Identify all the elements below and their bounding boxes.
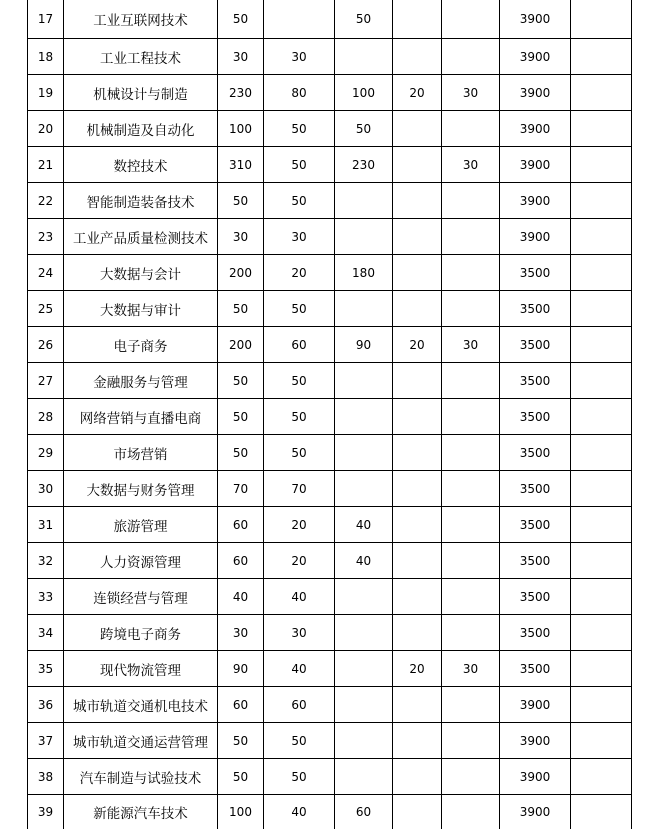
plan-col-5-cell [442, 435, 500, 471]
plan-col-5-cell [442, 255, 500, 291]
row-number-cell: 35 [28, 651, 64, 687]
major-name-cell: 现代物流管理 [64, 651, 218, 687]
plan-total-cell: 60 [218, 507, 264, 543]
table-row [28, 39, 632, 75]
tuition-fee-cell: 3900 [500, 687, 571, 723]
plan-col-3-cell [335, 219, 393, 255]
plan-col-2-cell: 50 [264, 111, 335, 147]
major-name-cell: 工业产品质量检测技术 [64, 219, 218, 255]
plan-total-cell: 70 [218, 471, 264, 507]
plan-total-cell: 50 [218, 399, 264, 435]
plan-col-4-cell [393, 255, 442, 291]
row-number-cell: 29 [28, 435, 64, 471]
plan-col-2-cell: 30 [264, 39, 335, 75]
plan-col-2-cell: 50 [264, 183, 335, 219]
plan-col-5-cell [442, 183, 500, 219]
plan-col-4-cell [393, 759, 442, 795]
major-name-cell: 城市轨道交通机电技术 [64, 687, 218, 723]
row-number-cell: 30 [28, 471, 64, 507]
remark-cell [571, 39, 632, 75]
plan-col-4-cell [393, 435, 442, 471]
plan-col-3-cell [335, 759, 393, 795]
enrollment-plan-table [27, 0, 632, 829]
remark-cell [571, 579, 632, 615]
plan-col-3-cell: 50 [335, 0, 393, 39]
plan-col-5-cell [442, 291, 500, 327]
remark-cell [571, 183, 632, 219]
plan-col-5-cell [442, 723, 500, 759]
table-row [28, 219, 632, 255]
plan-col-5-cell [442, 615, 500, 651]
plan-col-2-cell: 60 [264, 687, 335, 723]
plan-total-cell: 100 [218, 111, 264, 147]
enrollment-plan-table-container [27, 0, 632, 829]
row-number-cell: 26 [28, 327, 64, 363]
tuition-fee-cell: 3500 [500, 291, 571, 327]
plan-col-2-cell: 50 [264, 291, 335, 327]
table-row [28, 507, 632, 543]
major-name-cell: 跨境电子商务 [64, 615, 218, 651]
tuition-fee-cell: 3900 [500, 39, 571, 75]
plan-total-cell: 50 [218, 759, 264, 795]
plan-col-4-cell [393, 471, 442, 507]
plan-col-3-cell: 230 [335, 147, 393, 183]
remark-cell [571, 147, 632, 183]
row-number-cell: 34 [28, 615, 64, 651]
row-number-cell: 38 [28, 759, 64, 795]
row-number-cell: 23 [28, 219, 64, 255]
plan-col-2-cell: 30 [264, 219, 335, 255]
plan-col-3-cell: 40 [335, 543, 393, 579]
table-row [28, 0, 632, 39]
table-row [28, 75, 632, 111]
remark-cell [571, 471, 632, 507]
tuition-fee-cell: 3900 [500, 723, 571, 759]
major-name-cell: 大数据与审计 [64, 291, 218, 327]
table-row [28, 435, 632, 471]
tuition-fee-cell: 3500 [500, 507, 571, 543]
plan-col-5-cell: 30 [442, 651, 500, 687]
table-row [28, 147, 632, 183]
row-number-cell: 37 [28, 723, 64, 759]
plan-col-2-cell: 50 [264, 399, 335, 435]
plan-col-2-cell: 30 [264, 615, 335, 651]
table-row [28, 651, 632, 687]
plan-col-5-cell: 30 [442, 147, 500, 183]
major-name-cell: 金融服务与管理 [64, 363, 218, 399]
table-row [28, 759, 632, 795]
plan-col-5-cell [442, 759, 500, 795]
major-name-cell: 数控技术 [64, 147, 218, 183]
plan-col-4-cell: 20 [393, 651, 442, 687]
plan-col-3-cell: 40 [335, 507, 393, 543]
plan-col-4-cell: 20 [393, 75, 442, 111]
major-name-cell: 工业工程技术 [64, 39, 218, 75]
major-name-cell: 智能制造装备技术 [64, 183, 218, 219]
plan-col-2-cell: 50 [264, 759, 335, 795]
plan-total-cell: 230 [218, 75, 264, 111]
plan-col-2-cell: 50 [264, 147, 335, 183]
plan-col-3-cell: 50 [335, 111, 393, 147]
plan-col-5-cell [442, 471, 500, 507]
plan-col-4-cell [393, 543, 442, 579]
remark-cell [571, 795, 632, 829]
row-number-cell: 17 [28, 0, 64, 39]
row-number-cell: 25 [28, 291, 64, 327]
remark-cell [571, 687, 632, 723]
table-row [28, 687, 632, 723]
row-number-cell: 19 [28, 75, 64, 111]
plan-col-4-cell [393, 0, 442, 39]
major-name-cell: 网络营销与直播电商 [64, 399, 218, 435]
plan-total-cell: 310 [218, 147, 264, 183]
remark-cell [571, 723, 632, 759]
remark-cell [571, 399, 632, 435]
tuition-fee-cell: 3500 [500, 579, 571, 615]
plan-col-3-cell [335, 399, 393, 435]
remark-cell [571, 0, 632, 39]
plan-total-cell: 30 [218, 39, 264, 75]
plan-col-2-cell: 70 [264, 471, 335, 507]
plan-col-4-cell [393, 147, 442, 183]
plan-col-4-cell [393, 111, 442, 147]
plan-col-5-cell [442, 687, 500, 723]
row-number-cell: 22 [28, 183, 64, 219]
remark-cell [571, 363, 632, 399]
tuition-fee-cell: 3900 [500, 759, 571, 795]
table-body [28, 0, 632, 829]
row-number-cell: 28 [28, 399, 64, 435]
table-row [28, 363, 632, 399]
plan-col-2-cell: 50 [264, 723, 335, 759]
table-row [28, 327, 632, 363]
table-row [28, 291, 632, 327]
plan-col-5-cell [442, 363, 500, 399]
remark-cell [571, 75, 632, 111]
plan-total-cell: 50 [218, 183, 264, 219]
plan-col-4-cell [393, 399, 442, 435]
remark-cell [571, 111, 632, 147]
plan-col-2-cell: 80 [264, 75, 335, 111]
row-number-cell: 31 [28, 507, 64, 543]
tuition-fee-cell: 3900 [500, 75, 571, 111]
plan-col-4-cell [393, 579, 442, 615]
remark-cell [571, 327, 632, 363]
plan-total-cell: 60 [218, 687, 264, 723]
plan-col-4-cell [393, 219, 442, 255]
table-row [28, 543, 632, 579]
remark-cell [571, 255, 632, 291]
tuition-fee-cell: 3500 [500, 255, 571, 291]
major-name-cell: 大数据与会计 [64, 255, 218, 291]
plan-total-cell: 90 [218, 651, 264, 687]
plan-col-5-cell: 30 [442, 75, 500, 111]
plan-col-4-cell: 20 [393, 327, 442, 363]
plan-col-4-cell [393, 723, 442, 759]
plan-col-3-cell: 180 [335, 255, 393, 291]
row-number-cell: 36 [28, 687, 64, 723]
plan-col-2-cell: 20 [264, 507, 335, 543]
remark-cell [571, 543, 632, 579]
plan-col-5-cell [442, 111, 500, 147]
plan-col-3-cell [335, 471, 393, 507]
tuition-fee-cell: 3900 [500, 0, 571, 39]
plan-col-4-cell [393, 39, 442, 75]
plan-col-2-cell: 20 [264, 543, 335, 579]
plan-col-3-cell: 100 [335, 75, 393, 111]
tuition-fee-cell: 3500 [500, 327, 571, 363]
tuition-fee-cell: 3900 [500, 219, 571, 255]
plan-total-cell: 40 [218, 579, 264, 615]
plan-col-2-cell [264, 0, 335, 39]
tuition-fee-cell: 3900 [500, 795, 571, 829]
plan-total-cell: 50 [218, 363, 264, 399]
plan-col-4-cell [393, 507, 442, 543]
tuition-fee-cell: 3500 [500, 543, 571, 579]
plan-col-2-cell: 60 [264, 327, 335, 363]
plan-col-3-cell [335, 435, 393, 471]
row-number-cell: 27 [28, 363, 64, 399]
plan-col-4-cell [393, 183, 442, 219]
plan-col-3-cell [335, 183, 393, 219]
major-name-cell: 工业互联网技术 [64, 0, 218, 39]
plan-total-cell: 50 [218, 0, 264, 39]
table-row [28, 615, 632, 651]
remark-cell [571, 219, 632, 255]
table-row [28, 723, 632, 759]
tuition-fee-cell: 3500 [500, 651, 571, 687]
plan-total-cell: 30 [218, 219, 264, 255]
major-name-cell: 旅游管理 [64, 507, 218, 543]
major-name-cell: 汽车制造与试验技术 [64, 759, 218, 795]
table-row [28, 795, 632, 829]
plan-total-cell: 200 [218, 255, 264, 291]
row-number-cell: 21 [28, 147, 64, 183]
plan-total-cell: 100 [218, 795, 264, 829]
plan-col-5-cell [442, 795, 500, 829]
major-name-cell: 机械制造及自动化 [64, 111, 218, 147]
row-number-cell: 39 [28, 795, 64, 829]
plan-total-cell: 60 [218, 543, 264, 579]
tuition-fee-cell: 3900 [500, 183, 571, 219]
remark-cell [571, 759, 632, 795]
plan-col-5-cell [442, 0, 500, 39]
major-name-cell: 电子商务 [64, 327, 218, 363]
plan-col-3-cell [335, 291, 393, 327]
plan-total-cell: 30 [218, 615, 264, 651]
plan-col-3-cell [335, 723, 393, 759]
plan-col-2-cell: 40 [264, 579, 335, 615]
tuition-fee-cell: 3500 [500, 471, 571, 507]
major-name-cell: 人力资源管理 [64, 543, 218, 579]
plan-col-5-cell [442, 507, 500, 543]
table-row [28, 399, 632, 435]
plan-col-4-cell [393, 687, 442, 723]
plan-total-cell: 200 [218, 327, 264, 363]
plan-col-2-cell: 40 [264, 651, 335, 687]
major-name-cell: 机械设计与制造 [64, 75, 218, 111]
plan-col-3-cell [335, 579, 393, 615]
plan-total-cell: 50 [218, 291, 264, 327]
plan-col-3-cell [335, 651, 393, 687]
major-name-cell: 新能源汽车技术 [64, 795, 218, 829]
table-row [28, 183, 632, 219]
plan-col-4-cell [393, 363, 442, 399]
plan-col-2-cell: 20 [264, 255, 335, 291]
plan-col-5-cell [442, 579, 500, 615]
table-row [28, 255, 632, 291]
plan-col-3-cell: 60 [335, 795, 393, 829]
plan-col-5-cell: 30 [442, 327, 500, 363]
plan-col-5-cell [442, 543, 500, 579]
table-row [28, 579, 632, 615]
tuition-fee-cell: 3500 [500, 399, 571, 435]
plan-col-3-cell [335, 615, 393, 651]
table-row [28, 471, 632, 507]
plan-col-2-cell: 50 [264, 435, 335, 471]
tuition-fee-cell: 3500 [500, 435, 571, 471]
plan-col-5-cell [442, 219, 500, 255]
plan-total-cell: 50 [218, 723, 264, 759]
major-name-cell: 大数据与财务管理 [64, 471, 218, 507]
plan-col-3-cell: 90 [335, 327, 393, 363]
major-name-cell: 城市轨道交通运营管理 [64, 723, 218, 759]
remark-cell [571, 435, 632, 471]
plan-col-4-cell [393, 615, 442, 651]
plan-col-4-cell [393, 291, 442, 327]
plan-total-cell: 50 [218, 435, 264, 471]
major-name-cell: 市场营销 [64, 435, 218, 471]
plan-col-5-cell [442, 39, 500, 75]
plan-col-2-cell: 50 [264, 363, 335, 399]
tuition-fee-cell: 3500 [500, 615, 571, 651]
table-row [28, 111, 632, 147]
remark-cell [571, 507, 632, 543]
remark-cell [571, 291, 632, 327]
plan-col-3-cell [335, 363, 393, 399]
row-number-cell: 20 [28, 111, 64, 147]
tuition-fee-cell: 3900 [500, 111, 571, 147]
plan-col-4-cell [393, 795, 442, 829]
plan-col-3-cell [335, 39, 393, 75]
row-number-cell: 32 [28, 543, 64, 579]
major-name-cell: 连锁经营与管理 [64, 579, 218, 615]
plan-col-3-cell [335, 687, 393, 723]
row-number-cell: 24 [28, 255, 64, 291]
remark-cell [571, 651, 632, 687]
remark-cell [571, 615, 632, 651]
plan-col-2-cell: 40 [264, 795, 335, 829]
tuition-fee-cell: 3500 [500, 363, 571, 399]
row-number-cell: 33 [28, 579, 64, 615]
tuition-fee-cell: 3900 [500, 147, 571, 183]
plan-col-5-cell [442, 399, 500, 435]
row-number-cell: 18 [28, 39, 64, 75]
